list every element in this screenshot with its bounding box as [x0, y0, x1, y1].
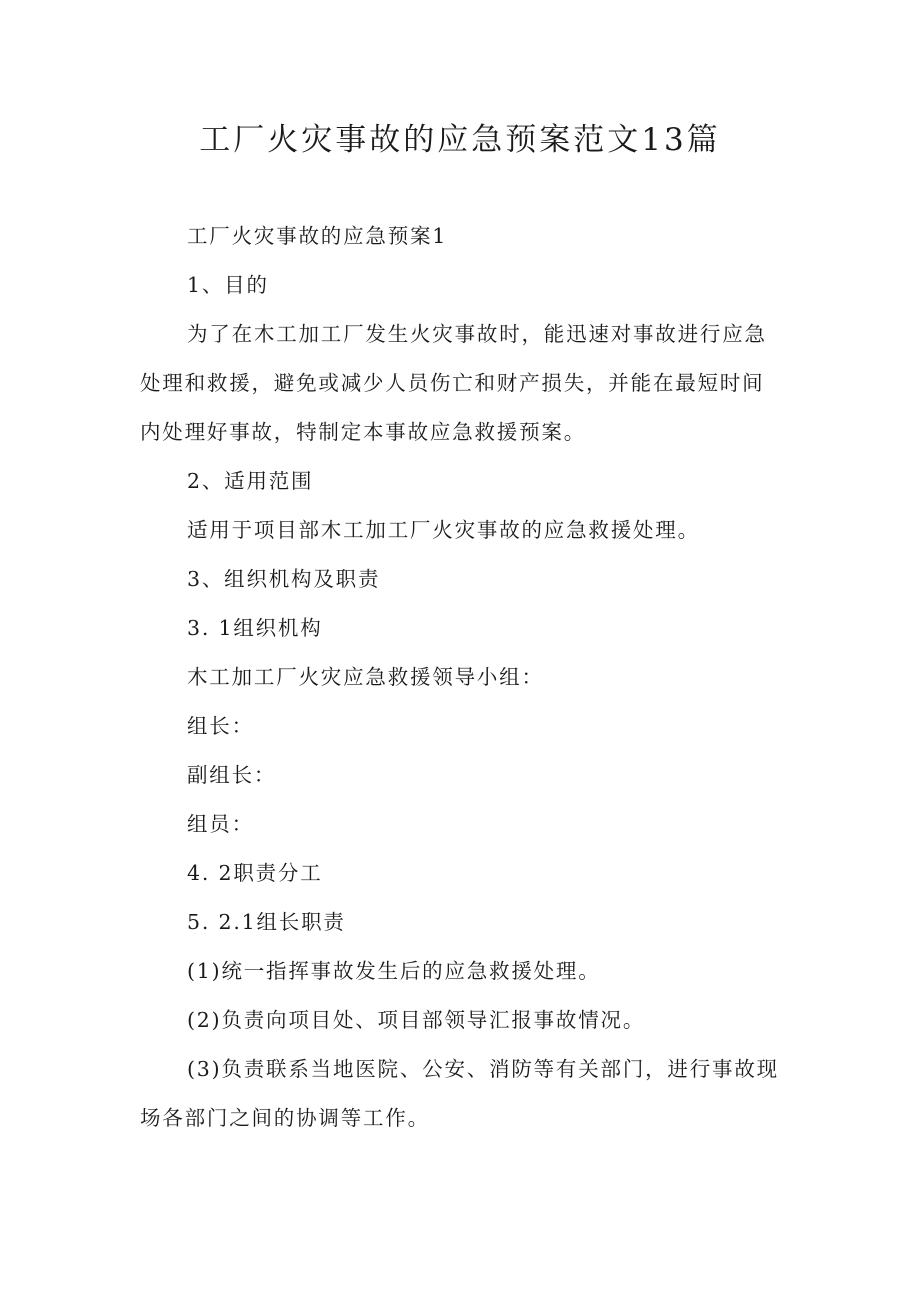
line-members: 组员：	[187, 812, 254, 836]
list-item-duty-2: (2)负责向项目处、项目部领导汇报事故情况。	[187, 1008, 646, 1032]
heading-organization: 3、组织机构及职责	[187, 567, 381, 591]
heading-purpose: 1、目的	[187, 273, 269, 297]
list-item-duty-3: (3)负责联系当地医院、公安、消防等有关部门，进行事故现场各部门之间的协调等工作。	[140, 1057, 779, 1130]
subheading-duties: 4. 2职责分工	[187, 861, 323, 885]
paragraph-purpose: 为了在木工加工厂发生火灾事故时，能迅速对事故进行应急处理和救援，避免或减少人员伤亡和财产损失，并能在最短时间内处理好事故，特制定本事故应急救援预案。	[140, 322, 767, 444]
line-deputy-leader: 副组长：	[187, 763, 277, 787]
document-body	[140, 212, 785, 1143]
paragraph-scope: 适用于项目部木工加工厂火灾事故的应急救援处理。	[187, 518, 700, 542]
subheading-organization: 3. 1组织机构	[187, 616, 323, 640]
section-heading: 工厂火灾事故的应急预案1	[187, 224, 448, 248]
line-leader: 组长：	[187, 714, 254, 738]
document-title: 工厂火灾事故的应急预案范文13篇	[199, 122, 721, 158]
heading-scope: 2、适用范围	[187, 469, 314, 493]
subheading-leader-duties: 5. 2.1组长职责	[187, 910, 346, 934]
paragraph-leadership-group: 木工加工厂火灾应急救援领导小组：	[187, 665, 544, 689]
list-item-duty-1: (1)统一指挥事故发生后的应急救援处理。	[187, 959, 601, 983]
